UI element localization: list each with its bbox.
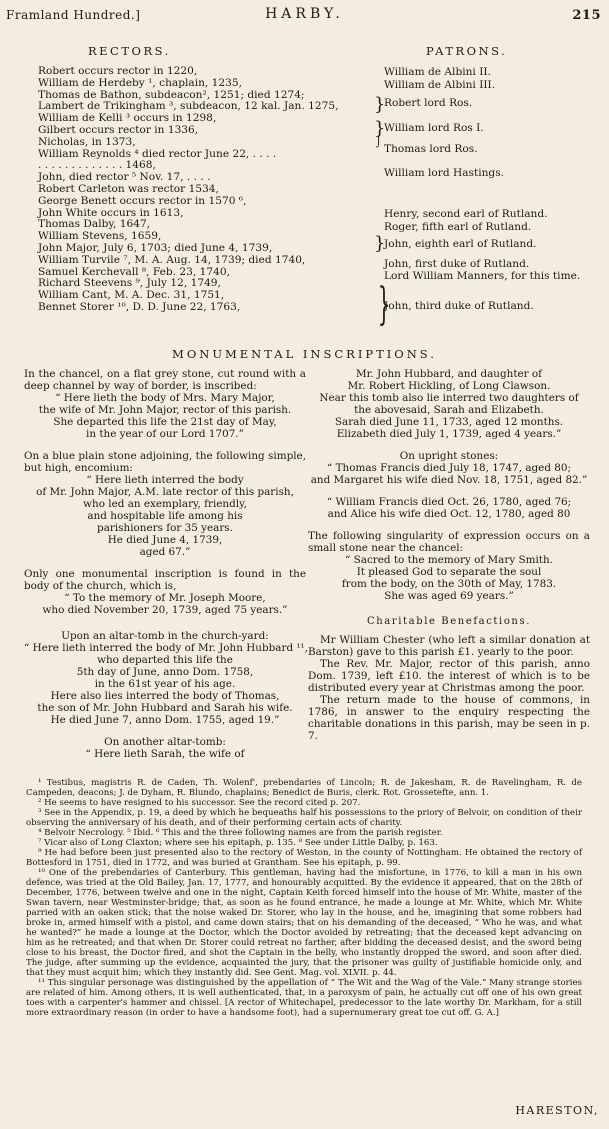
inscription-line: Sarah died June 11, 1733, aged 12 months.: [334, 416, 564, 428]
charitable-paragraph: The Rev. Mr. Major, rector of this parish, anno Dom. 1739, left £10. the interest of which is to be distributed every year at Christmas among the poor.: [308, 658, 590, 694]
inscription-line: Here also lies interred the body of Thomas,: [50, 690, 280, 702]
brace-mark: }: [374, 118, 386, 139]
inscription-line: “ William Francis died Oct. 26, 1780, aged 76;: [326, 496, 572, 508]
patron-entry: Thomas lord Ros.: [384, 143, 478, 155]
inscription-intro: Upon an altar-tomb in the church-yard:: [61, 630, 269, 642]
rector-entry: . . . . . . . . . . . . . 1468,: [38, 159, 156, 172]
patron-entry: John, first duke of Rutland.: [384, 258, 530, 270]
inscription-line: He died June 4, 1739,: [107, 534, 223, 546]
rector-entry: William Cant, M. A. Dec. 31, 1751,: [38, 289, 225, 302]
rector-entry: Samuel Kerchevall ⁸, Feb. 23, 1740,: [38, 265, 230, 278]
patron-entry: Roger, fifth earl of Rutland.: [384, 221, 532, 233]
patron-entry: William de Albini II.: [384, 66, 491, 78]
rector-entry: John, died rector ⁵ Nov. 17, . . . .: [38, 171, 211, 184]
footnote: ⁷ Vicar also of Long Claxton; where see his epitaph, p. 135. ⁸ See under Little Dalby, p. 163.: [38, 838, 438, 848]
inscription-line: Elizabeth died July 1, 1739, aged 4 years.”: [336, 428, 562, 440]
patron-entry: William lord Ros I.: [384, 122, 484, 134]
patron-entry: William lord Hastings.: [384, 167, 505, 179]
patron-entry: William de Albini III.: [384, 79, 496, 91]
inscription-line: “ Here lieth the body of Mrs. Mary Major,: [55, 392, 275, 404]
inscription-line: from the body, on the 30th of May, 1783.: [341, 578, 557, 590]
inscription-line: in the 61st year of his age.: [94, 678, 236, 690]
rector-entry: George Benett occurs rector in 1570 ⁶,: [38, 194, 247, 207]
brace-mark: }: [374, 233, 386, 254]
patron-entry: John, third duke of Rutland.: [384, 300, 534, 312]
inscription-line: “ Thomas Francis died July 18, 1747, aged 80;: [327, 462, 571, 474]
charitable-paragraph: The return made to the house of commons, in 1786, in answer to the enquiry respecting the charitable donations in this parish, may be seen in p. 7.: [308, 694, 590, 742]
inscription-line: and Alice his wife died Oct. 12, 1780, aged 80: [327, 508, 571, 520]
rectors-heading: RECTORS.: [88, 44, 171, 58]
footnote: ¹ Testibus, magistris R. de Caden, Th. Wolenf', prebendaries of Lincoln; R. de Jakesham, R. de Ravelingham, R. de Campeden, deacons; J. de Dyham, R. Blundo, chaplains; Benedict de Buris, clerk. Rot. Grossetefte, ann. 1.: [26, 778, 582, 798]
inscription-line: It pleased God to separate the soul: [356, 566, 542, 578]
brace-mark: ⌡: [376, 137, 382, 148]
rector-entry: William de Herdeby ¹, chaplain, 1235,: [38, 76, 242, 89]
rector-entry: Bennet Storer ¹⁰, D. D. June 22, 1763,: [38, 300, 241, 313]
footnote: ³ See in the Appendix, p. 19, a deed by which he bequeaths half his possessions to the priory of Belvoir, on condition of their observing the anniversary of his death, and of their performing certain acts of charity.: [26, 808, 582, 828]
patron-entry: Robert lord Ros.: [384, 97, 473, 109]
footnote: ² He seems to have resigned to his successor. See the record cited p. 207.: [38, 798, 361, 808]
inscription-intro: On upright stones:: [399, 450, 499, 462]
rector-entry: Richard Steevens ⁹, July 12, 1749,: [38, 277, 221, 290]
inscription-line: “ Here lieth interred the body: [86, 474, 244, 486]
inscription-line: She was aged 69 years.”: [384, 590, 514, 602]
rector-entry: Gilbert occurs rector in 1336,: [38, 123, 199, 136]
inscription-line: and Margaret his wife died Nov. 18, 1751, aged 82.”: [310, 474, 588, 486]
inscription-intro: Only one monumental inscription is found in the body of the church, which is,: [24, 568, 306, 592]
inscription-intro: On a blue plain stone adjoining, the following simple, but high, encomium:: [24, 450, 306, 474]
inscription-line: Near this tomb also lie interred two daughters of: [319, 392, 579, 404]
inscription-line: aged 67.”: [139, 546, 191, 558]
rectors-list: [38, 66, 368, 314]
rector-entry: William Stevens, 1659,: [38, 230, 162, 243]
inscription-line: and hospitable life among his: [87, 510, 243, 522]
rector-entry: John White occurs in 1613,: [38, 206, 184, 219]
rector-entry: Robert Carleton was rector 1534,: [38, 182, 219, 195]
rector-entry: William de Kelli ³ occurs in 1298,: [38, 112, 217, 125]
inscription-line: “ Sacred to the memory of Mary Smith.: [345, 554, 553, 566]
inscription-line: the wife of Mr. John Major, rector of this parish.: [38, 404, 292, 416]
footnote: ¹¹ This singular personage was distinguished by the appellation of “ The Wit and the Wag of the Vale.” Many strange stories are related of him. Among others, it is well authenticated, that, in a paroxysm of pain, he actually cut off one of his own great toes with a carpenter's hammer and chissel. [A rector of Whitechapel, predecessor to the late worthy Dr. Markham, for a still more extraordinary reason (in order to have a handsome foot), had a supernumerary great toe cut off. G. A.]: [26, 978, 582, 1018]
rector-entry: William Reynolds ⁴ died rector June 22, . . . .: [38, 147, 277, 160]
inscription-line: 5th day of June, anno Dom. 1758,: [76, 666, 254, 678]
inscription-intro: The following singularity of expression occurs on a small stone near the chancel:: [308, 530, 590, 554]
inscription-line: the abovesaid, Sarah and Elizabeth.: [354, 404, 544, 416]
inscription-line: He died June 7, anno Dom. 1755, aged 19.”: [50, 714, 280, 726]
inscription-line: who led an exemplary, friendly,: [83, 498, 247, 510]
inscription-line: who departed this life the: [97, 654, 233, 666]
rector-entry: Nicholas, in 1373,: [38, 135, 136, 148]
inscription-line: Mr. John Hubbard, and daughter of: [355, 368, 543, 380]
brace-mark: }: [377, 279, 391, 330]
patron-entry: John, eighth earl of Rutland.: [384, 238, 537, 250]
catchword: HARESTON,: [515, 1104, 599, 1117]
footnote: ⁹ He had before been just presented also to the rectory of Weston, in the county of Nottingham. He obtained the rectory of Bottesford in 1751, died in 1772, and was buried at Grantham. See his epitaph, p. 99.: [26, 848, 582, 868]
inscription-line: “ Here lieth interred the body of Mr. John Hubbard ¹¹,: [24, 642, 309, 654]
patrons-heading: PATRONS.: [426, 44, 508, 58]
rector-entry: Thomas Dalby, 1647,: [38, 218, 151, 231]
charitable-heading: Charitable Benefactions.: [367, 616, 531, 627]
left-column: [24, 368, 309, 760]
rector-entry: Thomas de Bathon, subdeacon², 1251; died 1274;: [38, 88, 305, 101]
rector-entry: Robert occurs rector in 1220,: [38, 65, 198, 77]
inscription-line: in the year of our Lord 1707.”: [86, 428, 244, 440]
rector-entry: Lambert de Trikingham ³, subdeacon, 12 kal. Jan. 1275,: [38, 100, 339, 113]
running-header-left: Framland Hundred.]: [6, 8, 141, 22]
running-header-title: HARBY.: [265, 6, 344, 22]
inscription-line: “ To the memory of Mr. Joseph Moore,: [64, 592, 266, 604]
rector-entry: John Major, July 6, 1703; died June 4, 1739,: [38, 241, 273, 254]
inscription-line: who died November 20, 1739, aged 75 years.”: [42, 604, 288, 616]
right-column: [308, 368, 590, 742]
brace-mark: }: [374, 94, 386, 115]
inscription-line: the son of Mr. John Hubbard and Sarah his wife.: [37, 702, 293, 714]
inscription-line: She departed this life the 21st day of May,: [53, 416, 277, 428]
footnote: ⁴ Belvoir Necrology. ⁵ Ibid. ⁶ This and the three following names are from the parish register.: [38, 828, 443, 838]
monumental-heading: MONUMENTAL INSCRIPTIONS.: [172, 347, 437, 361]
inscription-line: of Mr. John Major, A.M. late rector of this parish,: [36, 486, 294, 498]
patron-entry: Lord William Manners, for this time.: [384, 270, 581, 282]
page-number: 215: [572, 8, 601, 23]
footnotes: [26, 778, 582, 1018]
charitable-paragraph: Mr William Chester (who left a similar donation at Barston) gave to this parish £1. yearly to the poor.: [308, 634, 590, 658]
footnote: ¹⁰ One of the prebendaries of Canterbury. This gentleman, having had the misfortune, in 1776, to kill a man in his own defence, was tried at the Old Bailey, Jan. 17, 1777, and honourably acquitted. By the evidence it appeared, that on the 28th of December, 1776, between twelve and one in the night, Captain Keith forced himself into the house of Mr. White, master of the Swan tavern, near Westminster-bridge; that, as soon as he found entrance, he made a lounge at Mr. White, which Mr. White parried with an oaken stick; that the noise waked Dr. Storer, who lay in the house, and he, imagining that some robbers had broke in, armed himself with a pistol, and came down stairs; that on his demanding of the deceased, “ Who he was, and what he wanted?” he made a lounge at the Doctor, which the Doctor avoided by retreating; that the deceased kept advancing on him as he retreated; and that when Dr. Storer could retreat no farther, after bidding the deceased desist, and the sword being close to his breast, the Doctor fired, and shot the Captain in the belly, who instantly dropped the sword, and soon after died. The judge, after summing up the evidence, acquainted the jury, that the prisoner was guilty of justifiable homicide only, and that they must acquit him; which they instantly did. See Gent. Mag. vol. XLVII. p. 44.: [26, 868, 582, 978]
inscription-line: parishioners for 35 years.: [97, 522, 233, 534]
patron-entry: Henry, second earl of Rutland.: [384, 208, 548, 220]
inscription-intro: In the chancel, on a flat grey stone, cut round with a deep channel by way of border, is inscribed:: [24, 368, 306, 392]
inscription-line: Mr. Robert Hickling, of Long Clawson.: [347, 380, 551, 392]
inscription-intro: On another altar-tomb:: [104, 736, 226, 748]
inscription-line: “ Here lieth Sarah, the wife of: [85, 748, 245, 760]
rector-entry: William Turvile ⁷, M. A. Aug. 14, 1739; died 1740,: [38, 253, 306, 266]
